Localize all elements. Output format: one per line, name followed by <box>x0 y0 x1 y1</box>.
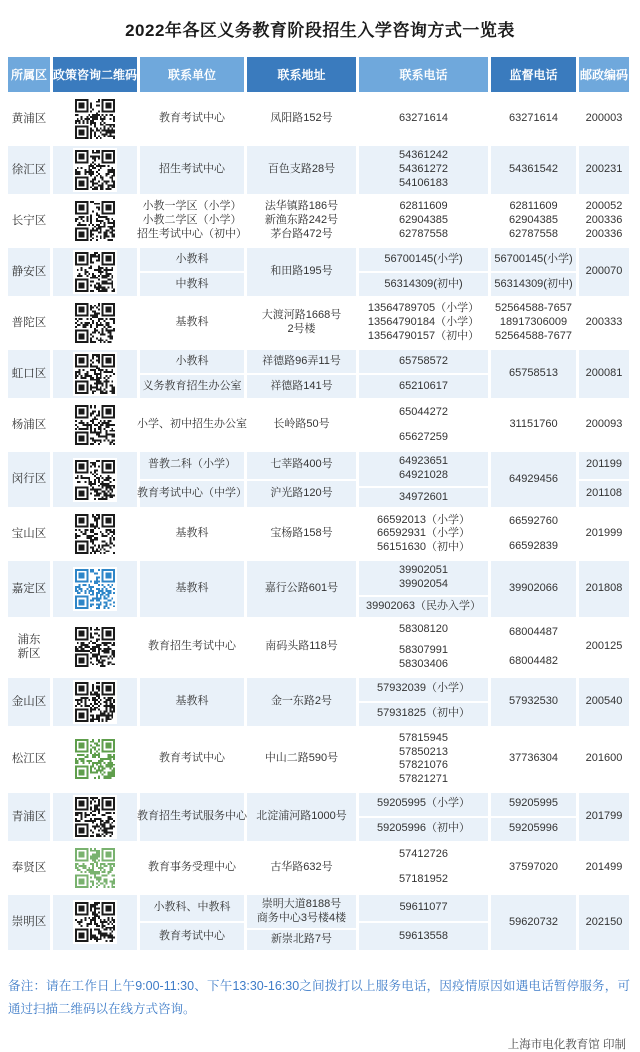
qr-container <box>53 510 137 558</box>
table-body <box>8 95 631 950</box>
cell-text: 54361542 <box>491 146 576 194</box>
cell-text: 200540 <box>579 678 629 726</box>
cell-text: 古华路632号 <box>247 844 356 892</box>
supervision-phone-cell <box>491 895 576 950</box>
unit-cell <box>140 561 244 616</box>
cell-text: 200125 <box>579 620 629 675</box>
cell-text: 百色支路28号 <box>247 146 356 194</box>
qr-container <box>53 248 137 296</box>
district-cell <box>8 299 50 347</box>
district-cell <box>8 197 50 245</box>
supervision-phone-cell <box>491 844 576 892</box>
supervision-phone-cell <box>491 452 576 507</box>
address-cell <box>247 248 356 296</box>
cell-text: 凤阳路152号 <box>247 95 356 143</box>
unit-cell <box>140 95 244 143</box>
cell-text: 68004482 <box>491 648 576 675</box>
qr-cell <box>53 299 137 347</box>
cell-text: 56700145(小学) <box>491 248 576 271</box>
qr-container <box>53 895 137 950</box>
table-row <box>8 510 631 558</box>
cell-text: 宝山区 <box>8 510 50 558</box>
cell-text: 37597020 <box>491 844 576 892</box>
cell-text: 七莘路400号 <box>247 452 356 479</box>
cell-text: 201108 <box>579 481 629 508</box>
cell-text: 68004487 <box>491 620 576 647</box>
cell-text: 66592839 <box>491 535 576 558</box>
cell-text: 普陀区 <box>8 299 50 347</box>
cell-text: 北淀浦河路1000号 <box>247 793 356 841</box>
column-header: 政策咨询二维码 <box>53 57 137 92</box>
cell-text: 37736304 <box>491 729 576 790</box>
page-title: 2022年各区义务教育阶段招生入学咨询方式一览表 <box>125 21 515 40</box>
phone-cell <box>359 350 488 398</box>
column-header: 联系地址 <box>247 57 356 92</box>
qr-code <box>73 795 117 839</box>
cell-text: 杨浦区 <box>8 401 50 449</box>
unit-cell <box>137 452 247 507</box>
qr-cell <box>53 729 137 790</box>
qr-code <box>73 900 117 944</box>
unit-cell <box>140 248 244 296</box>
phone-cell <box>359 197 488 245</box>
qr-cell <box>53 197 137 245</box>
qr-cell <box>53 620 137 675</box>
unit-cell <box>140 350 244 398</box>
cell-text: 201799 <box>579 793 629 841</box>
unit-cell <box>140 895 244 950</box>
cell-text: 66592760 <box>491 510 576 533</box>
cell-text: 中山二路590号 <box>247 729 356 790</box>
phone-cell <box>359 895 488 950</box>
district-cell <box>8 401 50 449</box>
qr-container <box>53 197 137 245</box>
cell-text: 静安区 <box>8 248 50 296</box>
cell-text: 56314309(初中) <box>359 273 488 296</box>
unit-cell <box>137 793 247 841</box>
qr-code <box>73 352 117 396</box>
qr-code <box>73 625 117 669</box>
qr-container <box>53 561 137 616</box>
cell-text: 200081 <box>579 350 629 398</box>
qr-container <box>53 350 137 398</box>
cell-text: 新崇北路7号 <box>247 930 356 950</box>
cell-text: 57412726 <box>359 844 488 867</box>
phone-cell <box>359 793 488 841</box>
qr-code <box>73 301 117 345</box>
cell-text: 62811609 62904385 62787558 <box>491 197 576 245</box>
address-cell <box>247 895 356 950</box>
table-row <box>8 620 631 675</box>
supervision-phone-cell <box>491 95 576 143</box>
cell-text: 教育招生考试中心 <box>140 620 244 675</box>
cell-text: 201999 <box>579 510 629 558</box>
address-cell <box>247 197 356 245</box>
cell-text: 教育考试中心（中学） <box>140 481 244 508</box>
address-cell <box>247 561 356 616</box>
supervision-phone-cell <box>491 510 576 558</box>
table-row <box>8 729 631 790</box>
supervision-phone-cell <box>491 350 576 398</box>
cell-text: 嘉定区 <box>8 561 50 616</box>
postal-code-cell <box>579 452 629 507</box>
cell-text: 金山区 <box>8 678 50 726</box>
table-row <box>8 452 631 507</box>
phone-cell <box>359 844 488 892</box>
table-row <box>8 895 631 950</box>
cell-text: 64923651 64921028 <box>359 452 488 486</box>
postal-code-cell <box>579 510 629 558</box>
address-cell <box>247 299 356 347</box>
page <box>0 16 640 1052</box>
qr-cell <box>53 146 137 194</box>
qr-container <box>53 793 137 841</box>
address-cell <box>247 793 356 841</box>
cell-text: 200093 <box>579 401 629 449</box>
address-cell <box>247 678 356 726</box>
table-row <box>8 95 631 143</box>
cell-text: 基教科 <box>140 299 244 347</box>
district-cell <box>8 678 50 726</box>
cell-text: 57932039（小学） <box>359 678 488 701</box>
cell-text: 63271614 <box>491 95 576 143</box>
postal-code-cell <box>579 895 629 950</box>
qr-container <box>53 452 137 507</box>
postal-code-cell <box>579 729 629 790</box>
address-cell <box>247 620 356 675</box>
cell-text: 31151760 <box>491 401 576 449</box>
unit-cell <box>140 844 244 892</box>
qr-code <box>73 737 117 781</box>
supervision-phone-cell <box>491 197 576 245</box>
postal-code-cell <box>579 620 629 675</box>
district-cell <box>8 793 50 841</box>
qr-cell <box>53 350 137 398</box>
table-row <box>8 248 631 296</box>
cell-text: 基教科 <box>140 678 244 726</box>
qr-code <box>73 148 117 192</box>
cell-text: 65210617 <box>359 375 488 398</box>
qr-code <box>73 846 117 890</box>
cell-text: 200052 200336 200336 <box>579 197 629 245</box>
postal-code-cell <box>579 197 629 245</box>
cell-text: 崇明大道8188号 商务中心3号楼4楼 <box>247 895 356 929</box>
cell-text: 59611077 <box>359 895 488 922</box>
cell-text: 教育招生考试服务中心 <box>140 793 244 841</box>
qr-container <box>53 146 137 194</box>
cell-text: 普教二科（小学） <box>140 452 244 479</box>
cell-text: 200333 <box>579 299 629 347</box>
cell-text: 201808 <box>579 561 629 616</box>
cell-text: 200231 <box>579 146 629 194</box>
address-cell <box>247 729 356 790</box>
district-cell <box>8 146 50 194</box>
qr-cell <box>53 95 137 143</box>
cell-text: 小教科、中教科 <box>140 895 244 922</box>
cell-text: 200070 <box>579 248 629 296</box>
qr-cell <box>53 401 137 449</box>
phone-cell <box>359 510 488 558</box>
unit-cell <box>140 510 244 558</box>
column-header: 监督电话 <box>491 57 576 92</box>
cell-text: 201600 <box>579 729 629 790</box>
qr-container <box>53 620 137 675</box>
cell-text: 57931825（初中） <box>359 703 488 726</box>
qr-container <box>53 844 137 892</box>
address-cell <box>247 844 356 892</box>
qr-code <box>73 567 117 611</box>
table-row <box>8 844 631 892</box>
unit-cell <box>140 678 244 726</box>
cell-text: 崇明区 <box>8 895 50 950</box>
cell-text: 56700145(小学) <box>359 248 488 271</box>
table-row <box>8 350 631 398</box>
unit-cell <box>140 620 244 675</box>
qr-code <box>73 458 117 502</box>
address-cell <box>247 510 356 558</box>
cell-text: 65044272 <box>359 401 488 424</box>
district-cell <box>8 248 50 296</box>
cell-text: 教育考试中心 <box>140 95 244 143</box>
qr-cell <box>53 561 137 616</box>
cell-text: 59620732 <box>491 895 576 950</box>
consultation-table <box>8 57 631 950</box>
cell-text: 祥德路141号 <box>247 375 356 398</box>
phone-cell <box>359 401 488 449</box>
table-row <box>8 197 631 245</box>
cell-text: 56314309(初中) <box>491 273 576 296</box>
cell-text: 59205996（初中） <box>359 818 488 841</box>
cell-text: 202150 <box>579 895 629 950</box>
cell-text: 南码头路118号 <box>247 620 356 675</box>
table-row <box>8 561 631 616</box>
cell-text: 62811609 62904385 62787558 <box>359 197 488 245</box>
address-cell <box>247 350 356 398</box>
table-row <box>8 678 631 726</box>
cell-text: 奉贤区 <box>8 844 50 892</box>
cell-text: 小教科 <box>140 248 244 271</box>
cell-text: 13564789705（小学） 13564790184（小学） 13564790157（初中） <box>359 299 488 347</box>
column-header: 所属区 <box>8 57 50 92</box>
cell-text: 闵行区 <box>8 452 50 507</box>
phone-cell <box>359 452 488 507</box>
district-cell <box>8 729 50 790</box>
column-header: 联系单位 <box>140 57 244 92</box>
cell-text: 基教科 <box>140 510 244 558</box>
cell-text: 中教科 <box>140 273 244 296</box>
district-cell <box>8 452 50 507</box>
supervision-phone-cell <box>491 146 576 194</box>
qr-code <box>73 512 117 556</box>
cell-text: 长宁区 <box>8 197 50 245</box>
cell-text: 66592013（小学） 66592931（小学） 56151630（初中） <box>359 510 488 558</box>
footer-note: 备注：请在工作日上午9:00-11:30、下午13:30-16:30之间拨打以上服务电话，因疫情原因如遇电话暂停服务，可通过扫描二维码以在线方式咨询。 <box>8 979 630 1016</box>
qr-code <box>73 199 117 243</box>
qr-container <box>53 678 137 726</box>
cell-text: 招生考试中心 <box>140 146 244 194</box>
cell-text: 52564588-7657 18917306009 52564588-7677 <box>491 299 576 347</box>
cell-text: 教育考试中心 <box>140 729 244 790</box>
cell-text: 39902051 39902054 <box>359 561 488 595</box>
qr-cell <box>53 844 137 892</box>
cell-text: 青浦区 <box>8 793 50 841</box>
table-row <box>8 299 631 347</box>
cell-text: 小学、初中招生办公室 <box>140 401 244 449</box>
cell-text: 58307991 58303406 <box>359 641 488 675</box>
postal-code-cell <box>579 299 629 347</box>
column-header: 联系电话 <box>359 57 488 92</box>
supervision-phone-cell <box>491 561 576 616</box>
column-header: 邮政编码 <box>579 57 629 92</box>
cell-text: 长岭路50号 <box>247 401 356 449</box>
qr-container <box>53 729 137 790</box>
cell-text: 57815945 57850213 57821076 57821271 <box>359 729 488 790</box>
cell-text: 63271614 <box>359 95 488 143</box>
cell-text: 金一东路2号 <box>247 678 356 726</box>
cell-text: 34972601 <box>359 488 488 508</box>
cell-text: 大渡河路1668号 2号楼 <box>247 299 356 347</box>
postal-code-cell <box>579 561 629 616</box>
qr-container <box>53 299 137 347</box>
phone-cell <box>359 729 488 790</box>
cell-text: 和田路195号 <box>247 248 356 296</box>
address-cell <box>247 146 356 194</box>
district-cell <box>8 510 50 558</box>
district-cell <box>8 95 50 143</box>
qr-cell <box>53 678 137 726</box>
cell-text: 59205995 <box>491 793 576 816</box>
unit-cell <box>140 729 244 790</box>
cell-text: 黄浦区 <box>8 95 50 143</box>
cell-text: 祥德路96弄11号 <box>247 350 356 373</box>
unit-cell <box>137 197 247 245</box>
phone-cell <box>359 299 488 347</box>
phone-cell <box>359 678 488 726</box>
district-cell <box>8 620 50 675</box>
district-cell <box>8 844 50 892</box>
supervision-phone-cell <box>491 678 576 726</box>
cell-text: 嘉行公路601号 <box>247 561 356 616</box>
phone-cell <box>359 620 488 675</box>
cell-text: 宝杨路158号 <box>247 510 356 558</box>
cell-text: 64929456 <box>491 452 576 507</box>
supervision-phone-cell <box>491 793 576 841</box>
unit-cell <box>140 146 244 194</box>
cell-text: 法华镇路186号 新渔东路242号 茅台路472号 <box>247 197 356 245</box>
cell-text: 浦东 新区 <box>8 620 50 675</box>
cell-text: 教育考试中心 <box>140 923 244 950</box>
cell-text: 65758513 <box>491 350 576 398</box>
supervision-phone-cell <box>491 401 576 449</box>
qr-code <box>73 250 117 294</box>
qr-container <box>53 95 137 143</box>
cell-text: 虹口区 <box>8 350 50 398</box>
district-cell <box>8 561 50 616</box>
cell-text: 沪光路120号 <box>247 481 356 508</box>
cell-text: 基教科 <box>140 561 244 616</box>
postal-code-cell <box>579 844 629 892</box>
postal-code-cell <box>579 401 629 449</box>
cell-text: 65627259 <box>359 426 488 449</box>
supervision-phone-cell <box>491 729 576 790</box>
qr-cell <box>53 248 137 296</box>
cell-text: 201199 <box>579 452 629 479</box>
cell-text: 201499 <box>579 844 629 892</box>
postal-code-cell <box>579 350 629 398</box>
cell-text: 54361242 54361272 54106183 <box>359 146 488 194</box>
table-header-row <box>8 57 631 92</box>
printer-credit: 上海市电化教育馆 印制 <box>507 1039 626 1051</box>
supervision-phone-cell <box>491 248 576 296</box>
cell-text: 教育事务受理中心 <box>140 844 244 892</box>
address-cell <box>247 95 356 143</box>
phone-cell <box>359 248 488 296</box>
supervision-phone-cell <box>491 620 576 675</box>
qr-cell <box>53 895 137 950</box>
cell-text: 57181952 <box>359 869 488 892</box>
cell-text: 小教一学区（小学） 小教二学区（小学） 招生考试中心（初中） <box>140 197 244 245</box>
phone-cell <box>359 95 488 143</box>
cell-text: 39902066 <box>491 561 576 616</box>
qr-cell <box>53 510 137 558</box>
cell-text: 59205996 <box>491 818 576 841</box>
address-cell <box>247 401 356 449</box>
cell-text: 义务教育招生办公室 <box>140 375 244 398</box>
postal-code-cell <box>579 95 629 143</box>
cell-text: 松江区 <box>8 729 50 790</box>
postal-code-cell <box>579 248 629 296</box>
unit-cell <box>137 401 247 449</box>
table-row <box>8 146 631 194</box>
cell-text: 65758572 <box>359 350 488 373</box>
cell-text: 58308120 <box>359 620 488 640</box>
qr-container <box>53 401 137 449</box>
supervision-phone-cell <box>491 299 576 347</box>
unit-cell <box>140 299 244 347</box>
qr-cell <box>53 452 137 507</box>
cell-text: 59205995（小学） <box>359 793 488 816</box>
postal-code-cell <box>579 793 629 841</box>
qr-code <box>73 97 117 141</box>
qr-code <box>73 403 117 447</box>
cell-text: 59613558 <box>359 923 488 950</box>
cell-text: 39902063（民办入学） <box>359 597 488 617</box>
phone-cell <box>359 561 488 616</box>
address-cell <box>247 452 356 507</box>
cell-text: 小教科 <box>140 350 244 373</box>
postal-code-cell <box>579 146 629 194</box>
cell-text: 200003 <box>579 95 629 143</box>
table-row <box>8 401 631 449</box>
district-cell <box>8 350 50 398</box>
cell-text: 徐汇区 <box>8 146 50 194</box>
district-cell <box>8 895 50 950</box>
postal-code-cell <box>579 678 629 726</box>
qr-cell <box>53 793 137 841</box>
qr-code <box>73 680 117 724</box>
cell-text: 57932530 <box>491 678 576 726</box>
phone-cell <box>359 146 488 194</box>
table-row <box>8 793 631 841</box>
